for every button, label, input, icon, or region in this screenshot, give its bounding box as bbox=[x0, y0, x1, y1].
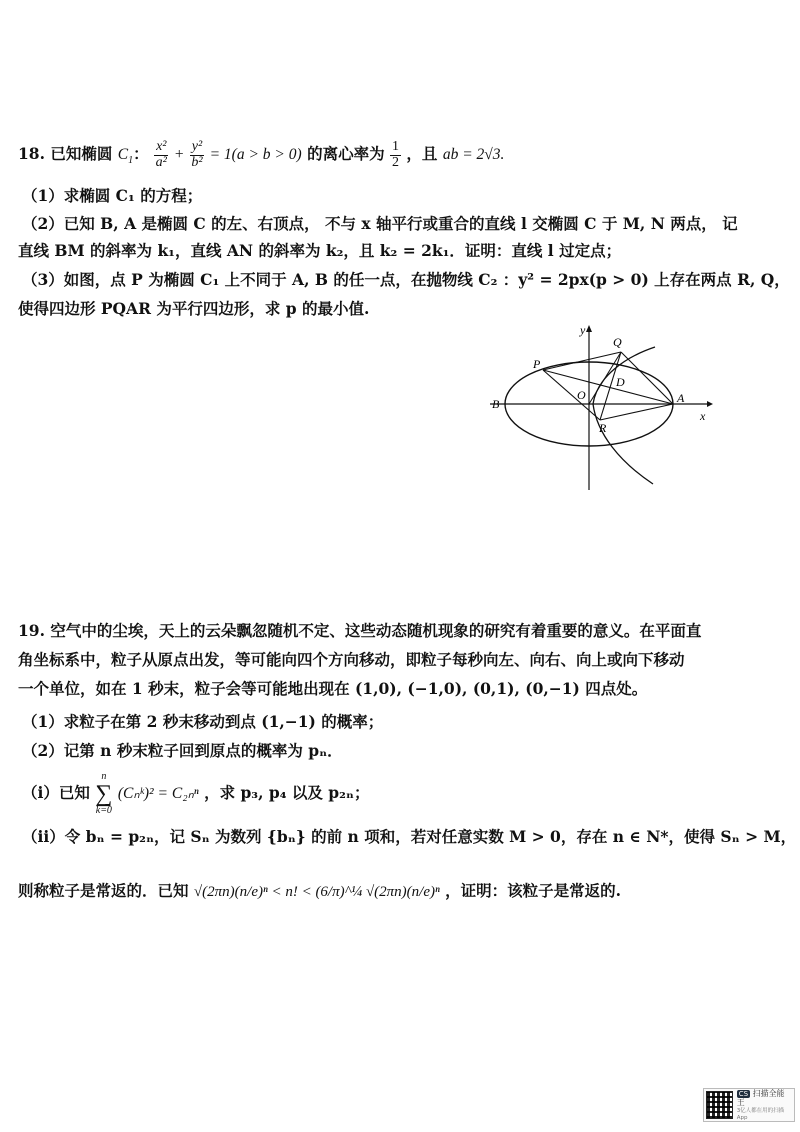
q18-part2-line2: 直线 BM 的斜率为 k₁，直线 AN 的斜率为 k₂，且 k₂ = 2k₁．证明：直线 l 过定点； bbox=[18, 241, 622, 260]
q19-i-prefix: （i）已知 bbox=[22, 783, 90, 802]
q19-line1: 19. 空气中的尘埃，天上的云朵飘忽随机不定、这些动态随机现象的研究有着重要的意义。在平面直 bbox=[18, 621, 702, 640]
scanner-subtitle: 3亿人都在用的扫描App bbox=[736, 1108, 785, 1121]
q19-part1: （1）求粒子在第 2 秒末移动到点 (1,−1) 的概率； bbox=[22, 712, 384, 731]
scanner-watermark-badge bbox=[703, 1088, 795, 1122]
q19-part2: （2）记第 n 秒末粒子回到原点的概率为 pₙ． bbox=[22, 741, 343, 760]
q19-i-task: ，求 p₃, p₄ 以及 p₂ₙ； bbox=[204, 783, 370, 802]
q18-heading bbox=[18, 140, 504, 170]
q18-part2-line1: （2）已知 B, A 是椭圆 C 的左、右顶点， 不与 x 轴平行或重合的直线 l 交椭圆 C 于 M, N 两点， 记 bbox=[22, 214, 738, 233]
figure-label-p: P bbox=[533, 357, 541, 371]
q19-summation: n ∑ k=0 bbox=[95, 771, 113, 816]
figure-label-q: Q bbox=[613, 335, 622, 349]
q18-intro: 已知椭圆 bbox=[50, 144, 113, 164]
q19-i-identity: (Cₙᵏ)² = C₂ₙⁿ bbox=[117, 785, 199, 802]
figure-label-r: R bbox=[599, 421, 607, 435]
scanner-badge-text bbox=[737, 1089, 792, 1121]
q18-number: 18. bbox=[18, 144, 45, 164]
q18-colon: ： bbox=[133, 144, 149, 164]
q19-line2: 角坐标系中，粒子从原点出发，等可能向四个方向移动，即粒子每秒向左、向右、向上或向下移动 bbox=[18, 650, 685, 669]
q18-part3-line2: 使得四边形 PQAR 为平行四边形，求 p 的最小值. bbox=[18, 299, 370, 318]
q19-ii-prefix: 则称粒子是常返的．已知 bbox=[18, 881, 189, 900]
q19-stirling-inequality: √(2πn)(n/e)ⁿ < n! < (6/π)^¼ √(2πn)(n/e)ⁿ bbox=[193, 884, 440, 900]
q19-ii-task: ，证明：该粒子是常返的. bbox=[445, 881, 622, 900]
q18-part1: （1）求椭圆 C₁ 的方程； bbox=[22, 186, 203, 205]
q18-fraction-x: $\frac{\text{x²}}{\text{a²}}$ bbox=[155, 139, 167, 170]
q19-part2-ii-line2 bbox=[18, 882, 621, 901]
q18-plus: + bbox=[173, 146, 185, 164]
q18-figure-ellipse-parabola bbox=[485, 322, 715, 492]
q19-part2-ii-line1: （ii）令 bₙ = p₂ₙ，记 Sₙ 为数列 {bₙ} 的前 n 项和，若对任意实数 M > 0，存在 n ∈ N*，使得 Sₙ > M， bbox=[22, 827, 797, 846]
q18-eccentricity-text: 的离心率为 bbox=[307, 144, 385, 164]
q18-ab-condition: ab = 2√3. bbox=[442, 146, 505, 164]
scanner-title: 扫描全能王 bbox=[736, 1088, 785, 1108]
figure-label-d: D bbox=[616, 375, 625, 389]
figure-label-b: B bbox=[492, 397, 500, 411]
q18-half: $\frac{1}{2}$ bbox=[392, 139, 399, 170]
qr-code-icon bbox=[706, 1091, 733, 1119]
q19-part2-i bbox=[22, 772, 369, 816]
q18-equation-rest: = 1(a > b > 0) bbox=[209, 146, 302, 164]
scanner-logo-icon: CS bbox=[738, 1089, 749, 1098]
figure-label-y: y bbox=[580, 323, 586, 337]
figure-label-o: O bbox=[577, 388, 586, 402]
q18-and-text: ，且 bbox=[406, 144, 438, 164]
figure-label-a: A bbox=[677, 391, 685, 405]
q18-part3-line1: （3）如图，点 P 为椭圆 C₁ 上不同于 A, B 的任一点，在抛物线 C₂ ：y² = 2px(p > 0) 上存在两点 R, Q， bbox=[22, 270, 790, 289]
q18-curve-name: $C_1$ bbox=[117, 146, 134, 167]
q19-line3: 一个单位，如在 1 秒末，粒子会等可能地出现在 (1,0), (−1,0), (0,1), (0,−1) 四点处。 bbox=[18, 679, 648, 698]
q18-fraction-y: $\frac{\text{y²}}{\text{b²}}$ bbox=[191, 139, 203, 170]
figure-label-x: x bbox=[700, 409, 706, 423]
